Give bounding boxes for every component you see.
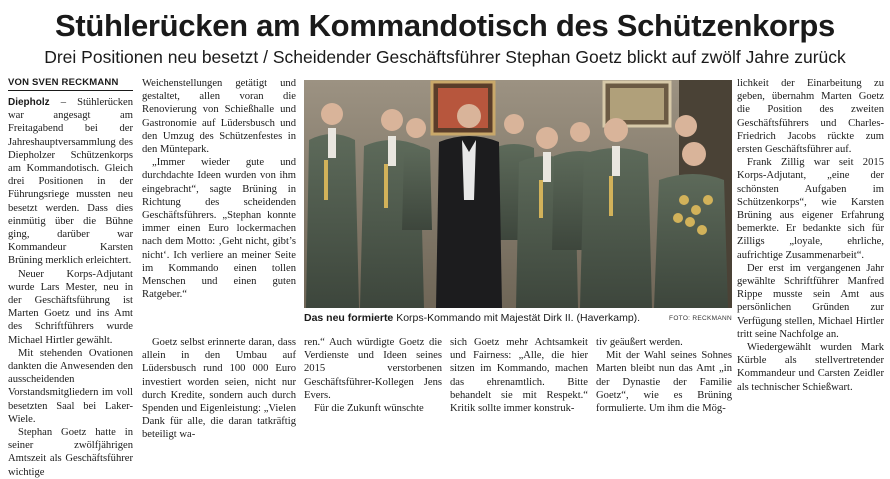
photo-image bbox=[304, 80, 732, 308]
article-column-5 bbox=[596, 336, 732, 426]
subheadline: Drei Positionen neu besetzt / Scheidender Geschäftsführer Stephan Goetz blickt auf zwölf Jahre zurück bbox=[44, 47, 846, 67]
article-column-1 bbox=[8, 96, 133, 478]
paragraph: Frank Zillig war seit 2015 Korps-Adjutant, „eine der schönsten Aufgaben im Schützenkorps“, wie Karsten Brüning aus eigener Erfahrung bemerkte. Er bedankte sich für Zilligs „loyale, ehrliche, aufrichtige Zusammenarbeit“. bbox=[737, 157, 884, 261]
author-byline: VON SVEN RECKMANN bbox=[8, 77, 133, 91]
paragraph: sich Goetz mehr Achtsamkeit und Fairness: „Alle, die hier sitzen im Kommando, machen das ehrenamtlich. Bitte behandelt sie mit Respekt.“ Kritik sollte immer konstruk- bbox=[450, 337, 588, 415]
caption-lead: Das neu formierte bbox=[304, 312, 394, 324]
dateline: Diepholz bbox=[8, 97, 50, 108]
paragraph: Mit stehenden Ovationen dankten die Anwesenden den ausscheidenden Vorstandsmitgliedern im voll besetzten Saal bei Laker-Wiele. bbox=[8, 347, 133, 425]
group-photo bbox=[304, 80, 732, 308]
headline: Stühlerücken am Kommandotisch des Schützenkorps bbox=[54, 8, 836, 43]
paragraph: Stephan Goetz hatte in seiner zwölfjährigen Amtszeit als Geschäftsführer wichtige bbox=[8, 427, 133, 478]
article-column-2 bbox=[142, 77, 296, 347]
paragraph: Mit der Wahl seines Sohnes Marten bleibt nun das Amt „in der Dynastie der Familie Goetz“, wie es Brüning formulierte. Um ihm die Mög- bbox=[596, 350, 732, 415]
caption-text: Korps-Kommando mit Majestät Dirk II. (Haverkamp). bbox=[393, 312, 641, 324]
paragraph: Goetz selbst erinnerte daran, dass allein in den Umbau auf Lüdersbusch rund 100 000 Euro investiert worden seien, nicht nur durch Kredite, sondern auch durch Spenden und Eigenleistung: „Vielen Dank für alle, die daran tatkräftig beteiligt wa- bbox=[142, 337, 296, 441]
paragraph: Für die Zukunft wünschte bbox=[314, 403, 424, 415]
article-column-6 bbox=[737, 77, 884, 427]
article-column-3 bbox=[304, 336, 442, 426]
paragraph: ren.“ Auch würdigte Goetz die Verdienste und Ideen seines 2015 verstorbenen Geschäftsführer-Kollegen Jens Evers. bbox=[304, 337, 442, 401]
paragraph: Neuer Korps-Adjutant wurde Lars Mester, neu in der Geschäftsführung ist Marten Goetz und ins Amt des Schriftführers wurde Michael Hirtler gewählt. bbox=[8, 268, 133, 346]
article-column-2-lower bbox=[142, 336, 296, 441]
photo-caption bbox=[304, 312, 732, 328]
paragraph: lichkeit der Einarbeitung zu geben, übernahm Marten Goetz die Position des zweiten Geschäftsführers und Charles-Friedrich Jacobs rückte zum ersten Geschäftsführer auf. bbox=[737, 78, 884, 156]
paragraph: Wiedergewählt wurden Mark Kürble als stellvertretender Kommandeur und Carsten Zeidler als technischer Schießwart. bbox=[737, 342, 884, 393]
article-column-4 bbox=[450, 336, 588, 426]
photo-credit: FOTO: RECKMANN bbox=[669, 315, 732, 322]
paragraph: Diepholz – Stühlerücken war angesagt am Freitagabend bei der Jahreshauptversammlung des Diepholzer Schützenkorps am Kommandotisch. Gleich drei Positionen in der Führungsriege mussten neu besetzt werden. Dass dies einmütig über die Bühne ging, darüber war Kommandeur Karsten Brüning merklich erleichtert. bbox=[8, 97, 133, 267]
paragraph: Weichenstellungen getätigt und gestaltet, allen voran die Renovierung von Schießhalle und Gastronomie auf Lüdersbusch und den Umzug des Schützenfestes in den Müntepark. bbox=[142, 78, 296, 156]
paragraph: Der erst im vergangenen Jahr gewählte Schriftführer Manfred Rippe musste sein Amt aus persönlichen Gründen zur Verfügung stellen, Michael Hirtler tritt seine Nachfolge an. bbox=[737, 262, 884, 340]
paragraph: „Immer wieder gute und durchdachte Ideen wurden von ihm eingebracht“, sagte Brüning in Richtung des scheidenden Geschäftsführers. „Stephan konnte immer einen Euro lockermachen nach dem Motto: ‚Geht nicht, gibt’s nicht‘. Ich verliere an meiner Seite im Kommando einen tollen Menschen und einen guten Ratgeber.“ bbox=[142, 157, 296, 301]
paragraph: tiv geäußert werden. bbox=[596, 337, 683, 348]
